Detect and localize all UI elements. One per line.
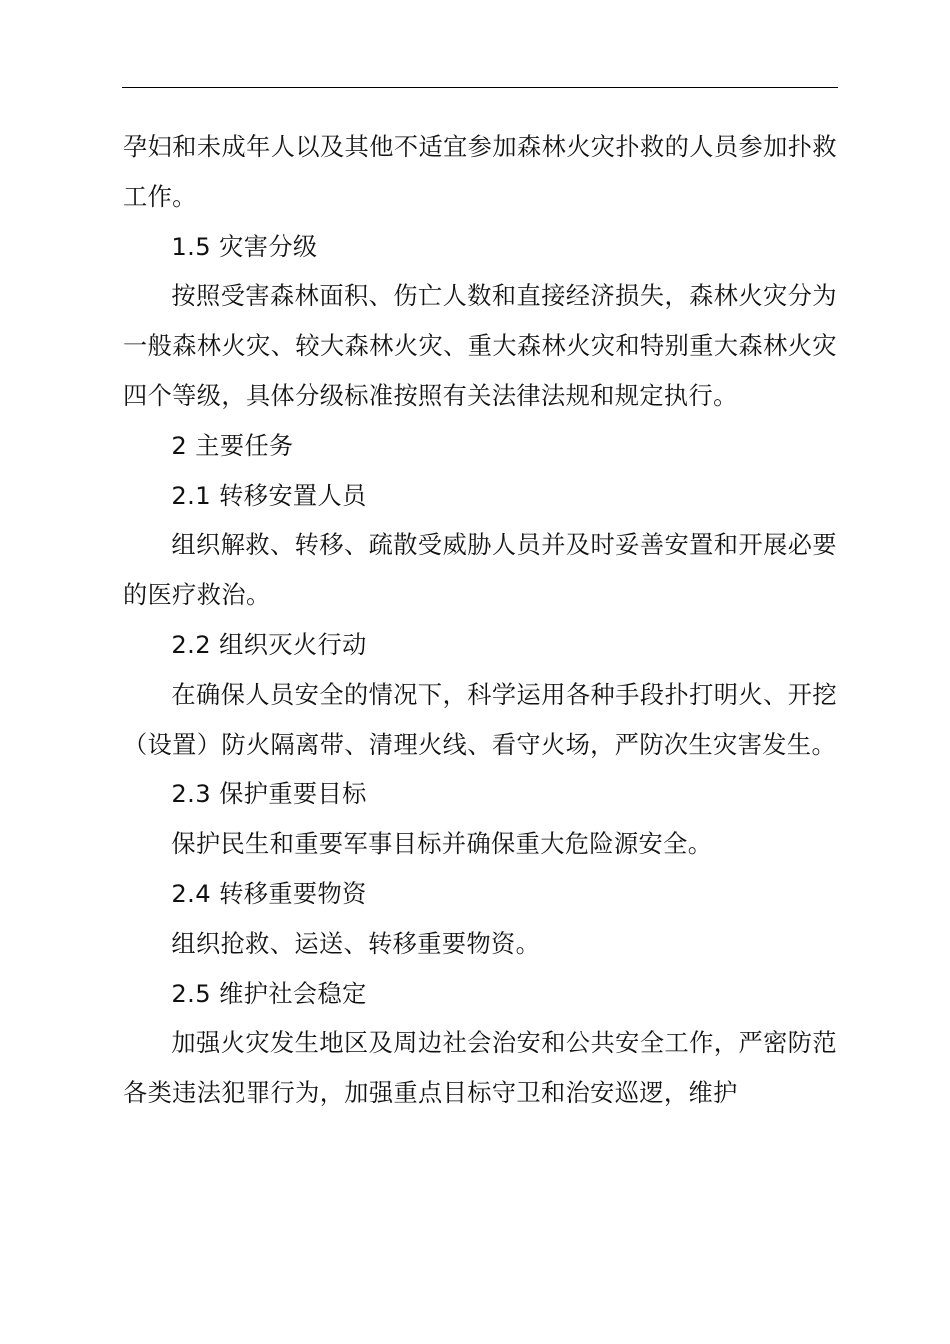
header-rule — [122, 87, 838, 88]
body-text — [123, 123, 837, 1119]
paragraph-firefighting: 在确保人员安全的情况下，科学运用各种手段扑打明火、开挖（设置）防火隔离带、清理火线、看守火场，严防次生灾害发生。 — [123, 680, 837, 759]
section-heading-2-5: 2.5 维护社会稳定 — [171, 979, 367, 1008]
section-heading-2-4: 2.4 转移重要物资 — [171, 879, 367, 908]
paragraph-disaster-levels: 按照受害森林面积、伤亡人数和直接经济损失，森林火灾分为一般森林火灾、较大森林火灾、重大森林火灾和特别重大森林火灾四个等级，具体分级标准按照有关法律法规和规定执行。 — [123, 282, 837, 410]
paragraph-continuation: 孕妇和未成年人以及其他不适宜参加森林火灾扑救的人员参加扑救工作。 — [123, 133, 837, 211]
section-heading-1-5: 1.5 灾害分级 — [171, 232, 318, 261]
section-heading-2: 2 主要任务 — [171, 431, 294, 460]
paragraph-social-stability: 加强火灾发生地区及周边社会治安和公共安全工作，严密防范各类违法犯罪行为，加强重点目标守卫和治安巡逻，维护 — [123, 1029, 837, 1108]
section-heading-2-1: 2.1 转移安置人员 — [171, 481, 367, 510]
paragraph-relocation: 组织解救、转移、疏散受威胁人员并及时妥善安置和开展必要的医疗救治。 — [123, 531, 837, 610]
section-heading-2-2: 2.2 组织灭火行动 — [171, 630, 367, 659]
paragraph-protect-targets: 保护民生和重要军事目标并确保重大危险源安全。 — [171, 830, 713, 859]
section-heading-2-3: 2.3 保护重要目标 — [171, 780, 367, 809]
paragraph-transfer-materials: 组织抢救、运送、转移重要物资。 — [171, 929, 541, 958]
